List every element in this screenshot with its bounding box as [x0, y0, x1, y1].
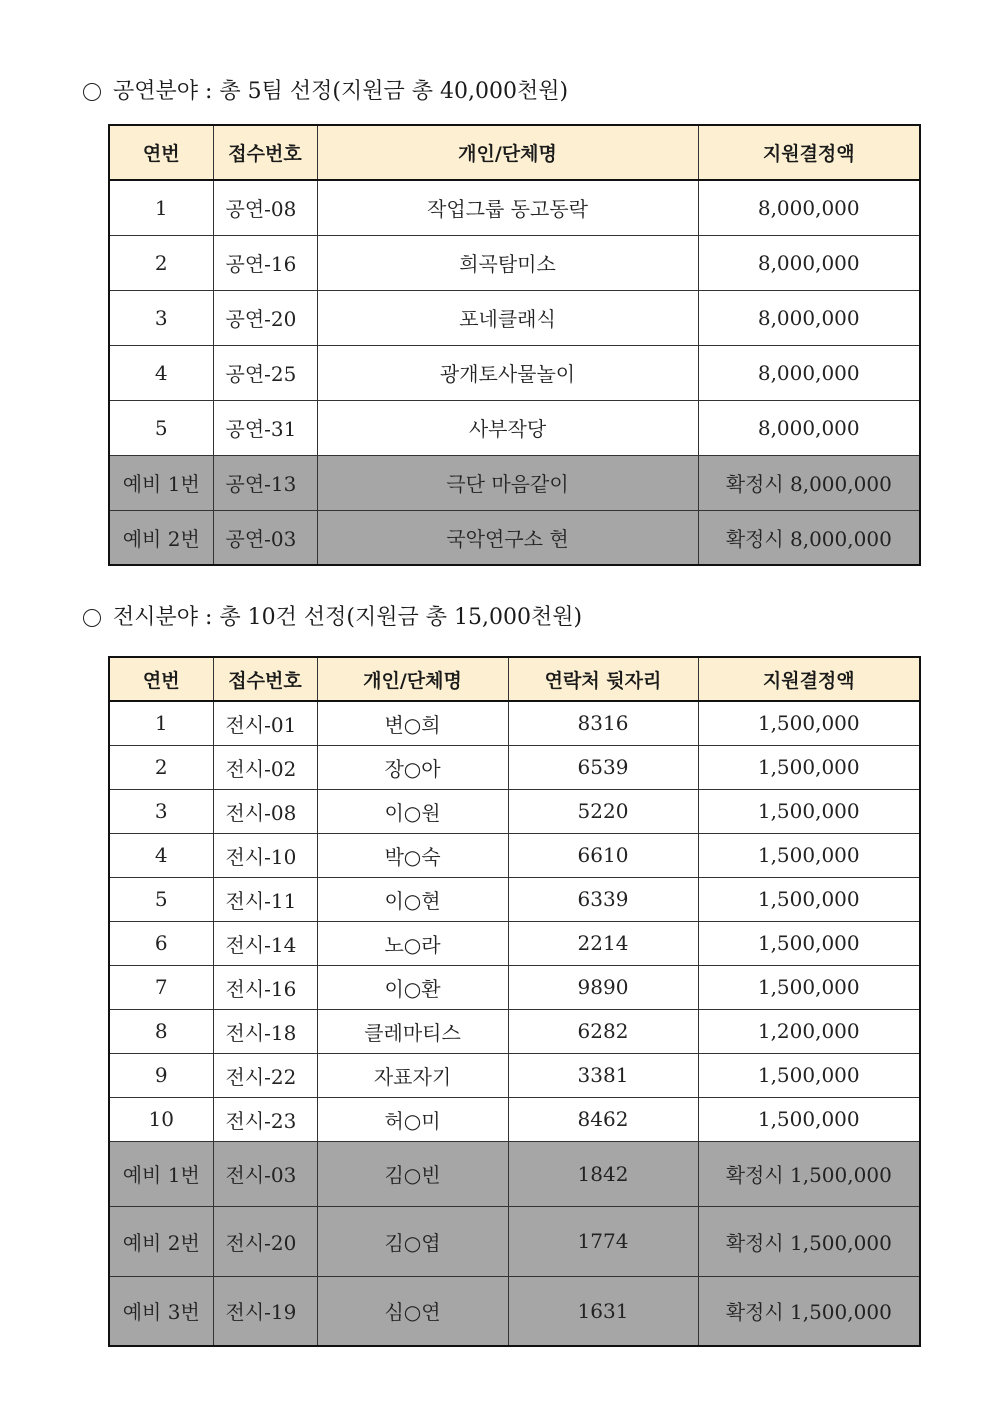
table-row	[109, 921, 920, 965]
cell-phone: 2214	[508, 921, 698, 965]
cell-amount: 8,000,000	[698, 290, 920, 345]
cell-name: 김○엽	[317, 1206, 508, 1276]
exhibition-section-title	[83, 604, 582, 632]
cell-no: 예비 2번	[109, 1206, 213, 1276]
cell-name: 이○원	[317, 789, 508, 833]
header-no: 연번	[109, 657, 213, 701]
exhibition-header-row	[109, 657, 920, 701]
performance-title-text: 공연분야 : 총 5팀 선정(지원금 총 40,000천원)	[113, 79, 569, 104]
cell-amount: 확정시 8,000,000	[698, 510, 920, 565]
cell-no: 1	[109, 180, 213, 235]
cell-amount: 1,500,000	[698, 965, 920, 1009]
table-row	[109, 833, 920, 877]
header-name: 개인/단체명	[317, 657, 508, 701]
cell-name: 포네클래식	[317, 290, 698, 345]
table-row	[109, 877, 920, 921]
table-row	[109, 745, 920, 789]
cell-code: 전시-22	[213, 1053, 317, 1097]
cell-name: 이○환	[317, 965, 508, 1009]
performance-table	[108, 124, 921, 566]
cell-phone: 8316	[508, 701, 698, 745]
cell-phone: 1842	[508, 1141, 698, 1206]
cell-code: 전시-10	[213, 833, 317, 877]
cell-no: 2	[109, 745, 213, 789]
cell-no: 예비 2번	[109, 510, 213, 565]
cell-phone: 3381	[508, 1053, 698, 1097]
cell-amount: 8,000,000	[698, 235, 920, 290]
cell-amount: 1,500,000	[698, 789, 920, 833]
cell-code: 전시-08	[213, 789, 317, 833]
cell-phone: 6539	[508, 745, 698, 789]
cell-phone: 6610	[508, 833, 698, 877]
cell-amount: 1,500,000	[698, 877, 920, 921]
cell-no: 1	[109, 701, 213, 745]
cell-phone: 1631	[508, 1276, 698, 1346]
header-code: 접수번호	[213, 657, 317, 701]
cell-name: 장○아	[317, 745, 508, 789]
cell-name: 광개토사물놀이	[317, 345, 698, 400]
cell-no: 3	[109, 290, 213, 345]
header-phone: 연락처 뒷자리	[508, 657, 698, 701]
cell-no: 5	[109, 400, 213, 455]
cell-phone: 6282	[508, 1009, 698, 1053]
cell-no: 예비 1번	[109, 455, 213, 510]
table-row	[109, 400, 920, 455]
cell-phone: 9890	[508, 965, 698, 1009]
header-amount: 지원결정액	[698, 657, 920, 701]
cell-no: 9	[109, 1053, 213, 1097]
cell-code: 공연-13	[213, 455, 317, 510]
cell-code: 공연-16	[213, 235, 317, 290]
circle-bullet-icon	[83, 609, 101, 627]
cell-amount: 확정시 1,500,000	[698, 1141, 920, 1206]
cell-name: 클레마티스	[317, 1009, 508, 1053]
header-no: 연번	[109, 125, 213, 180]
cell-amount: 1,500,000	[698, 921, 920, 965]
cell-amount: 1,500,000	[698, 745, 920, 789]
exhibition-table	[108, 656, 921, 1347]
cell-no: 7	[109, 965, 213, 1009]
table-row	[109, 1053, 920, 1097]
cell-no: 2	[109, 235, 213, 290]
reserve-row	[109, 1276, 920, 1346]
table-row	[109, 965, 920, 1009]
cell-amount: 8,000,000	[698, 400, 920, 455]
reserve-row	[109, 1206, 920, 1276]
cell-amount: 8,000,000	[698, 180, 920, 235]
cell-name: 희곡탐미소	[317, 235, 698, 290]
cell-no: 6	[109, 921, 213, 965]
reserve-row	[109, 510, 920, 565]
cell-no: 3	[109, 789, 213, 833]
circle-bullet-icon	[83, 83, 101, 101]
table-row	[109, 701, 920, 745]
cell-name: 노○라	[317, 921, 508, 965]
cell-name: 김○빈	[317, 1141, 508, 1206]
header-name: 개인/단체명	[317, 125, 698, 180]
cell-code: 전시-11	[213, 877, 317, 921]
cell-amount: 확정시 8,000,000	[698, 455, 920, 510]
cell-code: 공연-08	[213, 180, 317, 235]
cell-amount: 1,500,000	[698, 833, 920, 877]
cell-code: 전시-16	[213, 965, 317, 1009]
table-row	[109, 1097, 920, 1141]
cell-no: 10	[109, 1097, 213, 1141]
cell-name: 극단 마음같이	[317, 455, 698, 510]
cell-name: 사부작당	[317, 400, 698, 455]
cell-code: 전시-02	[213, 745, 317, 789]
table-row	[109, 789, 920, 833]
table-row	[109, 345, 920, 400]
cell-code: 전시-19	[213, 1276, 317, 1346]
cell-phone: 5220	[508, 789, 698, 833]
performance-header-row	[109, 125, 920, 180]
table-row	[109, 290, 920, 345]
cell-name: 국악연구소 현	[317, 510, 698, 565]
header-amount: 지원결정액	[698, 125, 920, 180]
cell-no: 8	[109, 1009, 213, 1053]
cell-amount: 8,000,000	[698, 345, 920, 400]
cell-name: 자표자기	[317, 1053, 508, 1097]
table-row	[109, 1009, 920, 1053]
cell-name: 변○희	[317, 701, 508, 745]
cell-no: 4	[109, 833, 213, 877]
cell-name: 허○미	[317, 1097, 508, 1141]
cell-amount: 확정시 1,500,000	[698, 1276, 920, 1346]
table-row	[109, 235, 920, 290]
cell-amount: 1,500,000	[698, 1097, 920, 1141]
cell-no: 4	[109, 345, 213, 400]
exhibition-title-text: 전시분야 : 총 10건 선정(지원금 총 15,000천원)	[113, 605, 583, 630]
cell-name: 이○현	[317, 877, 508, 921]
cell-phone: 8462	[508, 1097, 698, 1141]
cell-no: 5	[109, 877, 213, 921]
cell-no: 예비 3번	[109, 1276, 213, 1346]
cell-amount: 1,200,000	[698, 1009, 920, 1053]
cell-code: 전시-20	[213, 1206, 317, 1276]
cell-code: 전시-23	[213, 1097, 317, 1141]
cell-name: 박○숙	[317, 833, 508, 877]
performance-section-title	[83, 78, 568, 106]
cell-no: 예비 1번	[109, 1141, 213, 1206]
cell-amount: 1,500,000	[698, 1053, 920, 1097]
cell-name: 심○연	[317, 1276, 508, 1346]
cell-amount: 확정시 1,500,000	[698, 1206, 920, 1276]
cell-code: 공연-20	[213, 290, 317, 345]
cell-phone: 6339	[508, 877, 698, 921]
cell-code: 전시-01	[213, 701, 317, 745]
cell-amount: 1,500,000	[698, 701, 920, 745]
cell-phone: 1774	[508, 1206, 698, 1276]
cell-code: 전시-14	[213, 921, 317, 965]
reserve-row	[109, 1141, 920, 1206]
cell-code: 공연-03	[213, 510, 317, 565]
table-row	[109, 180, 920, 235]
reserve-row	[109, 455, 920, 510]
cell-code: 공연-25	[213, 345, 317, 400]
header-code: 접수번호	[213, 125, 317, 180]
cell-code: 전시-18	[213, 1009, 317, 1053]
cell-code: 공연-31	[213, 400, 317, 455]
cell-code: 전시-03	[213, 1141, 317, 1206]
cell-name: 작업그룹 동고동락	[317, 180, 698, 235]
